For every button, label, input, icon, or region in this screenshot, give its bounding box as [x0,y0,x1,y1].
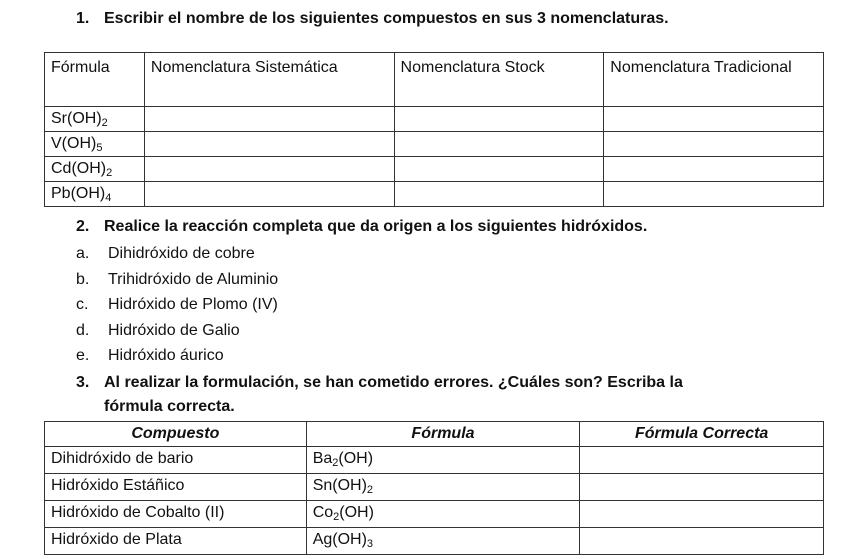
header-stock: Nomenclatura Stock [394,53,604,107]
correction-table [44,421,824,555]
table-row [45,474,824,501]
compound-cell: Hidróxido de Cobalto (II) [45,501,307,528]
question-3 [76,372,683,394]
compound-cell: Dihidróxido de bario [45,447,307,474]
traditional-answer-cell[interactable] [604,107,824,132]
formula-cell: $Ag(OH)_3$ [306,528,580,555]
header-systematic: Nomenclatura Sistemática [144,53,394,107]
header-formula: Fórmula [306,422,580,447]
systematic-answer-cell[interactable] [144,107,394,132]
formula-cell: $Ba_2(OH)$ [306,447,580,474]
question-3-number: 3. [76,374,90,391]
table-row [45,107,824,132]
stock-answer-cell[interactable] [394,182,604,207]
correct-formula-answer-cell[interactable] [580,501,824,528]
question-3-line-2: fórmula correcta. [104,398,235,415]
correct-formula-answer-cell[interactable] [580,447,824,474]
table-row [45,132,824,157]
stock-answer-cell[interactable] [394,132,604,157]
correct-formula-answer-cell[interactable] [580,528,824,555]
question-1 [76,8,669,30]
traditional-answer-cell[interactable] [604,132,824,157]
header-traditional: Nomenclatura Tradicional [604,53,824,107]
question-2-text: Realice la reacción completa que da origen a los siguientes hidróxidos. [104,218,648,235]
question-2 [76,216,647,238]
table-row [45,501,824,528]
header-compound: Compuesto [45,422,307,447]
table-header-row [45,53,824,107]
traditional-answer-cell[interactable] [604,182,824,207]
formula-cell: $Sr(OH)_2$ [45,107,145,132]
list-item: a. Dihidróxido de cobre [76,245,255,262]
list-item: e. Hidróxido áurico [76,347,224,364]
systematic-answer-cell[interactable] [144,182,394,207]
formula-cell: $Pb(OH)_4$ [45,182,145,207]
hydroxide-list [76,241,278,369]
list-item: d. Hidróxido de Galio [76,321,240,339]
formula-cell: $Cd(OH)_2$ [45,157,145,182]
table-row [45,182,824,207]
question-3-line-1: Al realizar la formulación, se han cometido errores. ¿Cuáles son? Escriba la [104,374,683,391]
table-header-row [45,422,824,447]
compound-cell: Hidróxido Estáñico [45,474,307,501]
question-1-text: Escribir el nombre de los siguientes compuestos en sus 3 nomenclaturas. [104,10,669,27]
question-1-number: 1. [76,10,90,27]
stock-answer-cell[interactable] [394,107,604,132]
list-item: c. Hidróxido de Plomo (IV) [76,296,278,313]
question-2-number: 2. [76,218,90,235]
correct-formula-answer-cell[interactable] [580,474,824,501]
formula-cell: $V(OH)_5$ [45,132,145,157]
stock-answer-cell[interactable] [394,157,604,182]
nomenclature-table [44,52,824,207]
traditional-answer-cell[interactable] [604,157,824,182]
systematic-answer-cell[interactable] [144,132,394,157]
list-item: b. Trihidróxido de Aluminio [76,270,279,288]
table-row [45,447,824,474]
formula-cell: $Sn(OH)_2$ [306,474,580,501]
header-correct-formula: Fórmula Correcta [580,422,824,447]
systematic-answer-cell[interactable] [144,157,394,182]
compound-cell: Hidróxido de Plata [45,528,307,555]
table-row [45,528,824,555]
formula-cell: $Co_2(OH)$ [306,501,580,528]
table-row [45,157,824,182]
header-formula: Fórmula [45,53,145,107]
